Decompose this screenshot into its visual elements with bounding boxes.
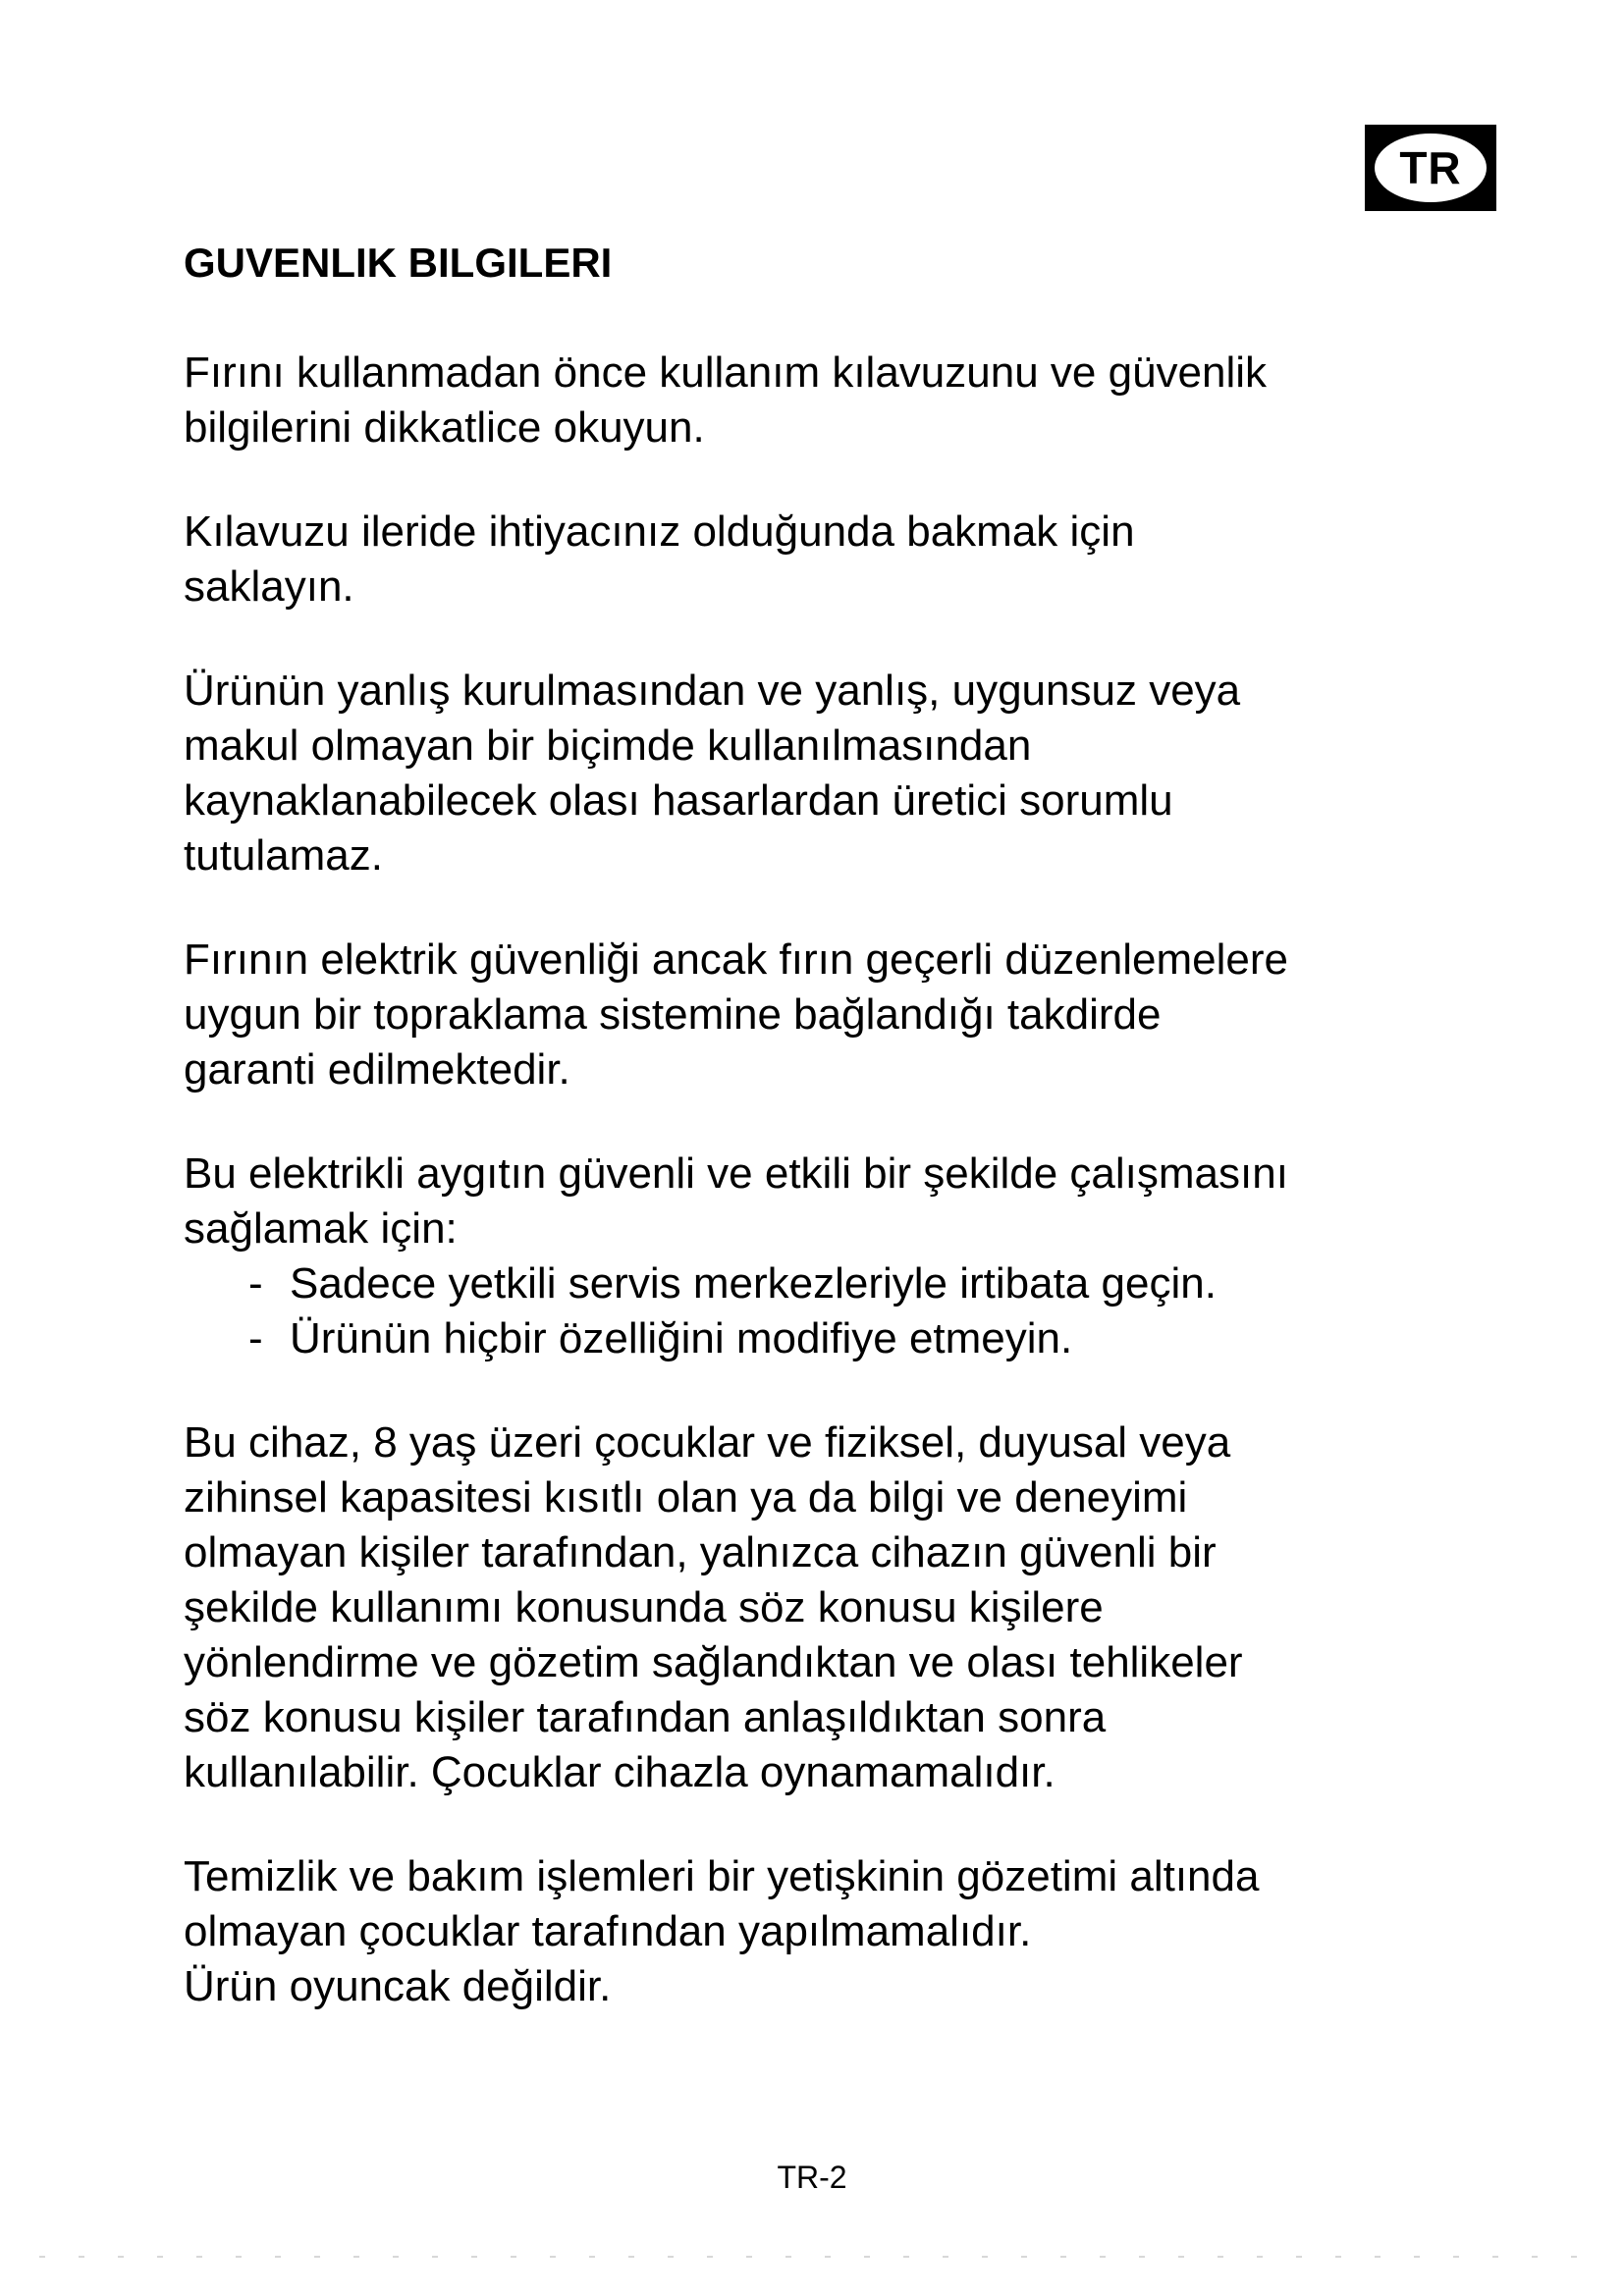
list-item-text: Sadece yetkili servis merkezleriyle irtibata geçin. bbox=[290, 1259, 1217, 1308]
text-line: makul olmayan bir biçimde kullanılmasından bbox=[184, 721, 1032, 770]
text-line: Ürünün yanlış kurulmasından ve yanlış, uygunsuz veya bbox=[184, 667, 1241, 715]
text-line: söz konusu kişiler tarafından anlaşıldıktan sonra bbox=[184, 1693, 1107, 1741]
paragraph-safe-operation bbox=[184, 1147, 1460, 1366]
text-line: kaynaklanabilecek olası hasarlardan üretici sorumlu bbox=[184, 776, 1173, 825]
text-line: kullanılabilir. Çocuklar cihazla oynamamalıdır. bbox=[184, 1748, 1056, 1796]
list-item bbox=[248, 1256, 1460, 1311]
text-line: Fırını kullanmadan önce kullanım kılavuzunu ve güvenlik bbox=[184, 348, 1268, 397]
text-line: uygun bir topraklama sistemine bağlandığı takdirde bbox=[184, 990, 1162, 1039]
text-line: Temizlik ve bakım işlemleri bir yetişkinin gözetimi altında bbox=[184, 1852, 1260, 1900]
page-title: GUVENLIK BILGILERI bbox=[184, 240, 613, 286]
text-line: tutulamaz. bbox=[184, 831, 383, 880]
list-item-text: Ürünün hiçbir özelliğini modifiye etmeyin. bbox=[290, 1314, 1073, 1362]
language-badge bbox=[1365, 125, 1496, 211]
text-line: Fırının elektrik güvenliği ancak fırın geçerli düzenlemelere bbox=[184, 935, 1288, 984]
bullet-marker: - bbox=[248, 1259, 263, 1308]
paragraph-keep-manual bbox=[184, 505, 1460, 614]
text-line: şekilde kullanımı konusunda söz konusu kişilere bbox=[184, 1583, 1104, 1631]
page-number: TR-2 bbox=[777, 2160, 847, 2195]
text-line: garanti edilmektedir. bbox=[184, 1045, 570, 1094]
text-line: bilgilerini dikkatlice okuyun. bbox=[184, 403, 705, 452]
text-line: saklayın. bbox=[184, 562, 354, 611]
text-line: Bu elektrikli aygıtın güvenli ve etkili bir şekilde çalışmasını bbox=[184, 1149, 1288, 1198]
scan-artifact bbox=[39, 2256, 1585, 2258]
paragraph-children-warning bbox=[184, 1415, 1460, 1800]
text-line: Ürün oyuncak değildir. bbox=[184, 1962, 612, 2010]
text-line: olmayan çocuklar tarafından yapılmamalıdır. bbox=[184, 1907, 1032, 1955]
paragraph-liability bbox=[184, 664, 1460, 883]
text-line: Kılavuzu ileride ihtiyacınız olduğunda bakmak için bbox=[184, 507, 1135, 556]
paragraph-read-manual bbox=[184, 346, 1460, 455]
document-body bbox=[184, 236, 1460, 2014]
text-line: zihinsel kapasitesi kısıtlı olan ya da bilgi ve deneyimi bbox=[184, 1473, 1188, 1522]
text-line: yönlendirme ve gözetim sağlandıktan ve olası tehlikeler bbox=[184, 1638, 1243, 1686]
language-badge-oval bbox=[1375, 133, 1487, 202]
text-line: Bu cihaz, 8 yaş üzeri çocuklar ve fiziksel, duyusal veya bbox=[184, 1418, 1231, 1467]
paragraph-electrical-safety bbox=[184, 933, 1460, 1097]
paragraph-cleaning bbox=[184, 1849, 1460, 2014]
text-line: sağlamak için: bbox=[184, 1204, 458, 1253]
list-item bbox=[248, 1311, 1460, 1366]
bullet-list bbox=[184, 1256, 1460, 1366]
text-line: olmayan kişiler tarafından, yalnızca cihazın güvenli bir bbox=[184, 1528, 1217, 1576]
language-badge-text: TR bbox=[1399, 142, 1462, 193]
bullet-marker: - bbox=[248, 1314, 263, 1362]
